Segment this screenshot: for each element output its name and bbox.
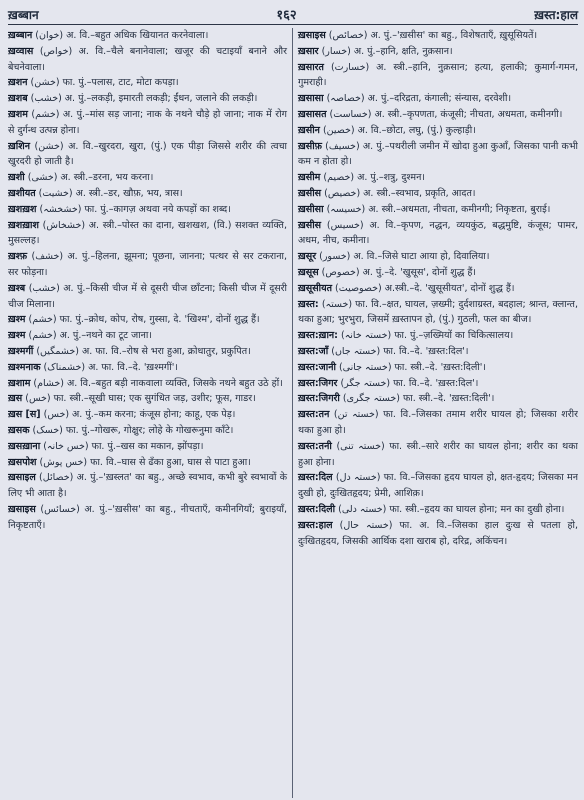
entry-definition: (خس) अ. पुं.–कम करना; कंजूस होना; काहू, एक पेड़। bbox=[40, 409, 236, 421]
entry-headword: ख़शाम bbox=[8, 377, 31, 389]
entry-headword: ख़सूसीयत bbox=[298, 282, 333, 294]
dictionary-entry bbox=[298, 407, 578, 439]
entry-definition: (خصین) अ. वि.–छोटा, लघु, (पुं.) कुल्हाड़ी। bbox=[319, 124, 476, 136]
entry-headword: ख़सूस bbox=[298, 266, 319, 278]
dictionary-entry bbox=[298, 44, 578, 60]
dictionary-entry bbox=[8, 91, 287, 107]
entry-definition: (خسیس) अ. वि.–कृपण, नद्धन, व्ययकुंठ, बद्धमुष्टि, कंजूस; पामर, अधम, नीच, कमीना। bbox=[298, 219, 578, 247]
dictionary-entry bbox=[8, 344, 287, 360]
entry-headword: ख़स्त:जिगर bbox=[298, 377, 338, 389]
entry-definition: (خستہ جگری) फा. स्त्री.–दे. 'ख़स्त:दिली'। bbox=[339, 393, 495, 405]
dictionary-entry bbox=[298, 360, 578, 376]
entry-definition: (خستہ جانی) फा. स्त्री.–दे. 'ख़स्त:दिली'। bbox=[335, 361, 486, 373]
entry-definition: (خس خانہ) फा. पुं.–खस का मकान, झोंपड़ा। bbox=[40, 440, 204, 452]
entry-headword: ख़सीफ़ bbox=[298, 140, 322, 152]
entry-headword: ख़सपोश bbox=[8, 456, 37, 468]
dictionary-entry bbox=[8, 139, 287, 171]
entry-definition: (خشف) अ. पुं.–हिलना, झूमना; पूछना, जानना; पत्थर से सर टकराना, सर फोड़ना। bbox=[8, 251, 287, 278]
dictionary-entry bbox=[8, 312, 287, 328]
dictionary-entry bbox=[8, 470, 287, 502]
dictionary-entry bbox=[298, 60, 578, 92]
entry-headword: ख़शिन bbox=[8, 140, 30, 152]
dictionary-entry bbox=[8, 170, 287, 186]
entry-definition: (خسیسہ) अ. स्त्री.–अधमता, नीचता, कमीनगी; निकृष्टता, बुराई। bbox=[323, 203, 551, 215]
dictionary-entry bbox=[298, 376, 578, 392]
dictionary-entry bbox=[298, 107, 578, 123]
dictionary-entry bbox=[8, 281, 287, 313]
entry-headword: ख़स bbox=[8, 393, 23, 405]
entry-headword: ख़श्ब bbox=[8, 282, 26, 294]
entry-definition: (خستہ حال) फा. अ. वि.–जिसका हाल दुःख से पतला हो, दुःखितहृदय, जिसकी आर्थिक दशा खराब हो, दरिद्र, अकिंचन। bbox=[298, 519, 578, 547]
entry-headword: ख़सीसा bbox=[298, 203, 324, 215]
entry-headword: ख़श्मनाक bbox=[8, 361, 41, 373]
entry-headword: ख़स्त:जानी bbox=[298, 361, 336, 373]
entry-headword: ख़सार bbox=[298, 45, 319, 57]
entry-definition: (خسک) फा. पुं.–गोखरू, गोक्षुर; लोहे के गोखरूनुमा काँटे। bbox=[29, 424, 234, 436]
dictionary-entry bbox=[8, 328, 287, 344]
dictionary-entry bbox=[8, 439, 287, 455]
dictionary-entry bbox=[8, 407, 287, 423]
entry-definition: (خستہ) फा. वि.–क्षत, घायल, ज़ख्मी; दुर्दशाग्रस्त, बदहाल; श्रान्त, क्लान्त, थका हुआ; भुरभुरा, जिसमें ख़स्तापन हो, (पुं.) गुठली, फल का बीज। bbox=[298, 298, 578, 326]
entry-headword: ख़साइस bbox=[8, 503, 36, 515]
dictionary-entry bbox=[298, 502, 578, 518]
dictionary-entry bbox=[8, 107, 287, 139]
entry-definition: (خصاصہ) अ. पुं.–दरिद्रता, कंगाली; संन्यास, दरवेशी। bbox=[323, 93, 512, 105]
entry-definition: (خشیت) अ. स्त्री.–डर, खौफ़, भय, त्रास। bbox=[35, 187, 183, 199]
page-header bbox=[8, 4, 578, 25]
entry-definition: (خسیف) अ. पुं.–पथरीली जमीन में खोदा हुआ कुआँ, जिसका पानी कभी कम न होता हो। bbox=[298, 140, 578, 168]
entry-definition: (خشب) अ. पुं.–लकड़ी, इमारती लकड़ी; ईंधन, जलाने की लकड़ी। bbox=[27, 93, 258, 105]
dictionary-entry bbox=[298, 249, 578, 265]
entry-definition: (خستہ جگر) फा. वि.–दे. 'ख़स्त:दिल'। bbox=[337, 377, 479, 389]
dictionary-entry bbox=[298, 91, 578, 107]
entry-definition: (خشمگیں) अ. फा. वि.–रोष से भरा हुआ, क्रोधातुर, प्रकुपित। bbox=[33, 345, 251, 357]
dictionary-entry bbox=[8, 455, 287, 471]
columns bbox=[8, 28, 578, 798]
dictionary-entry bbox=[298, 518, 578, 550]
entry-headword: ख़साइल bbox=[8, 472, 36, 484]
dictionary-entry bbox=[8, 391, 287, 407]
dictionary-entry bbox=[298, 170, 578, 186]
dictionary-entry bbox=[298, 344, 578, 360]
entry-headword: ख़सक bbox=[8, 424, 30, 436]
entry-headword: ख़स्त:दिल bbox=[298, 472, 333, 484]
entry-definition: (خوان) अ. वि.–बहुत अधिक खियानत करनेवाला। bbox=[32, 30, 209, 41]
entry-headword: ख़शब bbox=[8, 93, 28, 105]
entry-headword: ख़सीस bbox=[298, 219, 322, 231]
entry-headword: ख़सीम bbox=[298, 172, 321, 184]
entry-definition: (خستہ تنی) फा. स्त्री.–सारे शरीर का घायल होना; शरीर का थका हुआ होना। bbox=[298, 440, 578, 468]
dictionary-entry bbox=[8, 202, 287, 218]
header-right-guideword: ख़स्त:हाल bbox=[534, 7, 578, 22]
dictionary-entry bbox=[298, 123, 578, 139]
dictionary-entry bbox=[298, 202, 578, 218]
entry-headword: ख़सासत bbox=[298, 108, 327, 120]
entry-headword: ख़श्मगीं bbox=[8, 345, 34, 357]
entry-definition: (خشن) फा. पुं.–पलास, टाट, मोटा कपड़ा। bbox=[27, 77, 179, 89]
entry-headword: ख़स्त:हाल bbox=[298, 519, 333, 531]
entry-definition: (خصائص) अ. पुं.–'ख़सीस' का बहु., विशेषताएँ, ख़ुसूसियतें। bbox=[325, 30, 538, 41]
entry-headword: ख़साइस bbox=[298, 30, 326, 41]
entry-headword: ख़शन bbox=[8, 77, 28, 89]
entry-headword: ख़स [स] bbox=[8, 409, 41, 421]
entry-headword: ख़सख़ाना bbox=[8, 440, 41, 452]
entry-definition: (خصائل) अ. पुं.–'ख़स्लत' का बहु., अच्छे स्वभाव, कभी बुरे स्वभावों के लिए भी आता है। bbox=[8, 472, 287, 500]
entry-definition: (خسائس) अ. पुं.–'ख़सीस' का बहु., नीचताएँ, कमीनगियाँ; बुराइयाँ, निकृष्टताएँ। bbox=[8, 503, 287, 531]
entry-definition: (خستہ دل) फा. वि.–जिसका हृदय घायल हो, क्षत-हृदय; जिसका मन दुखी हो, दुःखितहृदय; प्रेमी, आशिक़। bbox=[298, 472, 578, 500]
dictionary-entry bbox=[8, 44, 287, 76]
entry-headword: ख़ब्बान bbox=[8, 30, 33, 41]
left-column bbox=[8, 28, 293, 798]
entry-definition: (خشام) अ. वि.–बहुत बड़ी नाकवाला व्यक्ति, जिसके नथने बहुत उठे हों। bbox=[30, 377, 283, 389]
entry-definition: (خشم) फा. पुं.–क्रोध, कोप, रोष, गुस्सा, दे. 'खिश्म', दोनों शुद्ध हैं। bbox=[25, 314, 260, 326]
dictionary-entry bbox=[298, 391, 578, 407]
dictionary-entry bbox=[298, 281, 578, 297]
dictionary-entry bbox=[298, 28, 578, 44]
entry-headword: ख़स्त:जाँ bbox=[298, 345, 329, 357]
entry-definition: (خشن) अ. वि.–खुरदरा, खुरा, (पुं.) एक पीड़ा जिससे शरीर की त्वचा खुरदरी हो जाती है। bbox=[8, 140, 287, 168]
page-number: १६२ bbox=[276, 8, 297, 23]
entry-headword: ख़सीन bbox=[298, 124, 320, 136]
entry-headword: ख़शख़ाश bbox=[8, 219, 39, 231]
entry-definition: (خستہ تن) फा. वि.–जिसका तमाम शरीर घायल हो; जिसका शरीर थका हुआ हो। bbox=[298, 409, 578, 436]
dictionary-entry bbox=[8, 186, 287, 202]
entry-headword: ख़शीयत bbox=[8, 187, 36, 199]
entry-headword: ख़सीस bbox=[298, 187, 322, 199]
dictionary-entry bbox=[298, 470, 578, 502]
entry-headword: ख़श्म bbox=[8, 314, 26, 326]
dictionary-entry bbox=[8, 28, 287, 44]
dictionary-entry bbox=[8, 376, 287, 392]
entry-definition: (خصیص) अ. स्त्री.–स्वभाव, प्रकृति, आदत। bbox=[321, 187, 476, 199]
dictionary-entry bbox=[8, 218, 287, 250]
entry-headword: ख़स्त:तन bbox=[298, 409, 330, 421]
entry-headword: ख़स्त:जिगरी bbox=[298, 393, 340, 405]
entry-definition: (خس) फा. स्त्री.–सूखी घास; एक सुगंधित जड़, उशीर; फूस, गाडर। bbox=[22, 393, 256, 405]
entry-definition: (خستہ خانہ) फा. पुं.–ज़ख्मियों का चिकित्सालय। bbox=[337, 330, 514, 342]
dictionary-entry bbox=[8, 360, 287, 376]
entry-headword: ख़स्त:तनी bbox=[298, 440, 332, 452]
entry-definition: (خستہ دلی) फा. स्त्री.–हृदय का घायल होना; मन का दुखी होना। bbox=[335, 503, 565, 515]
entry-definition: (خشم) अ. पुं.–नथने का टूट जाना। bbox=[25, 330, 152, 342]
dictionary-entry bbox=[298, 186, 578, 202]
entry-headword: ख़स्त:दिली bbox=[298, 503, 336, 515]
dictionary-entry bbox=[8, 75, 287, 91]
entry-definition: (خسارت) अ. स्त्री.–हानि, नुक़सान; हत्या, हलाकी; कुमार्ग-गमन, गुमराही। bbox=[298, 61, 578, 89]
entry-definition: (خس پوش) फा. वि.–घास से ढँका हुआ, घास से पाटा हुआ। bbox=[36, 456, 251, 468]
entry-definition: (خشب) अ. पुं.–किसी चीज में से दूसरी चीज छाँटना; किसी चीज में दूसरी चीज मिलाना। bbox=[8, 282, 288, 310]
entry-headword: ख़सासा bbox=[298, 93, 324, 105]
entry-definition: (خصوص) अ. पुं.–दे. 'खुसूस', दोनों शुद्ध हैं। bbox=[318, 266, 476, 278]
entry-headword: ख़सारत bbox=[298, 61, 324, 73]
dictionary-entry bbox=[8, 502, 287, 534]
entry-definition: (خشی) अ. स्त्री.–डरना, भय करना। bbox=[24, 172, 154, 184]
entry-headword: ख़व्वास bbox=[8, 45, 34, 57]
entry-definition: (خستہ جاں) फा. वि.–दे. 'ख़स्त:दिल'। bbox=[328, 345, 469, 357]
entry-definition: (خشمناک) अ. फा. वि.–दे. 'ख़श्मगीं'। bbox=[40, 361, 178, 373]
dictionary-entry bbox=[298, 297, 578, 329]
entry-headword: ख़शम bbox=[8, 108, 28, 120]
entry-definition: (خسور) अ. वि.–जिसे घाटा आया हो, दिवालिया। bbox=[316, 251, 490, 263]
entry-definition: (خشم) अ. पुं.–मांस सड़ जाना; नाक के नथने चौड़े हो जाना; नाक में रोग से दुर्गन्ध उत्पन्न होना। bbox=[8, 108, 287, 136]
entry-headword: ख़श्फ़ bbox=[8, 251, 28, 263]
entry-definition: (خسار) अ. पुं.–हानि, क्षति, नुक़सान। bbox=[318, 45, 453, 57]
dictionary-entry bbox=[298, 218, 578, 250]
right-column bbox=[293, 28, 578, 798]
entry-definition: (خصیم) अ. पुं.–शत्रु, दुश्मन। bbox=[320, 172, 425, 184]
entry-headword: ख़स्त: bbox=[298, 298, 319, 310]
entry-headword: ख़श्म bbox=[8, 330, 26, 342]
entry-headword: ख़स्त:ख़ान: bbox=[298, 330, 338, 342]
header-left-guideword: ख़ब्बान bbox=[8, 7, 39, 22]
entry-headword: ख़शी bbox=[8, 172, 25, 184]
entry-definition: (خساست) अ. स्त्री.–कृपणता, कंजूसी; नीचता, अधमता, कमीनगी। bbox=[326, 108, 563, 120]
dictionary-entry bbox=[8, 423, 287, 439]
entry-definition: (خشخشہ) फा. पुं.–कागज़ अथवा नये कपड़ों का शब्द। bbox=[36, 203, 231, 215]
entry-definition: (خصوصیت) अ.स्त्री.–दे. 'खुसूसीयत', दोनों शुद्ध हैं। bbox=[332, 282, 515, 294]
dictionary-entry bbox=[298, 139, 578, 171]
dictionary-entry bbox=[298, 439, 578, 471]
dictionary-entry bbox=[298, 328, 578, 344]
entry-headword: ख़सूर bbox=[298, 251, 317, 263]
entry-definition: (خشخاش) अ. स्त्री.–पोस्त का दाना, खशखश, (वि.) सशक्त व्यक्ति, मुसल्लह। bbox=[8, 219, 287, 247]
dictionary-entry bbox=[298, 265, 578, 281]
entry-headword: ख़शख़श bbox=[8, 203, 37, 215]
entry-definition: (خواص) अ. वि.–चैले बनानेवाला; खजूर की चटाइयाँ बनाने और बेचनेवाला। bbox=[8, 45, 287, 73]
dictionary-entry bbox=[8, 249, 287, 281]
